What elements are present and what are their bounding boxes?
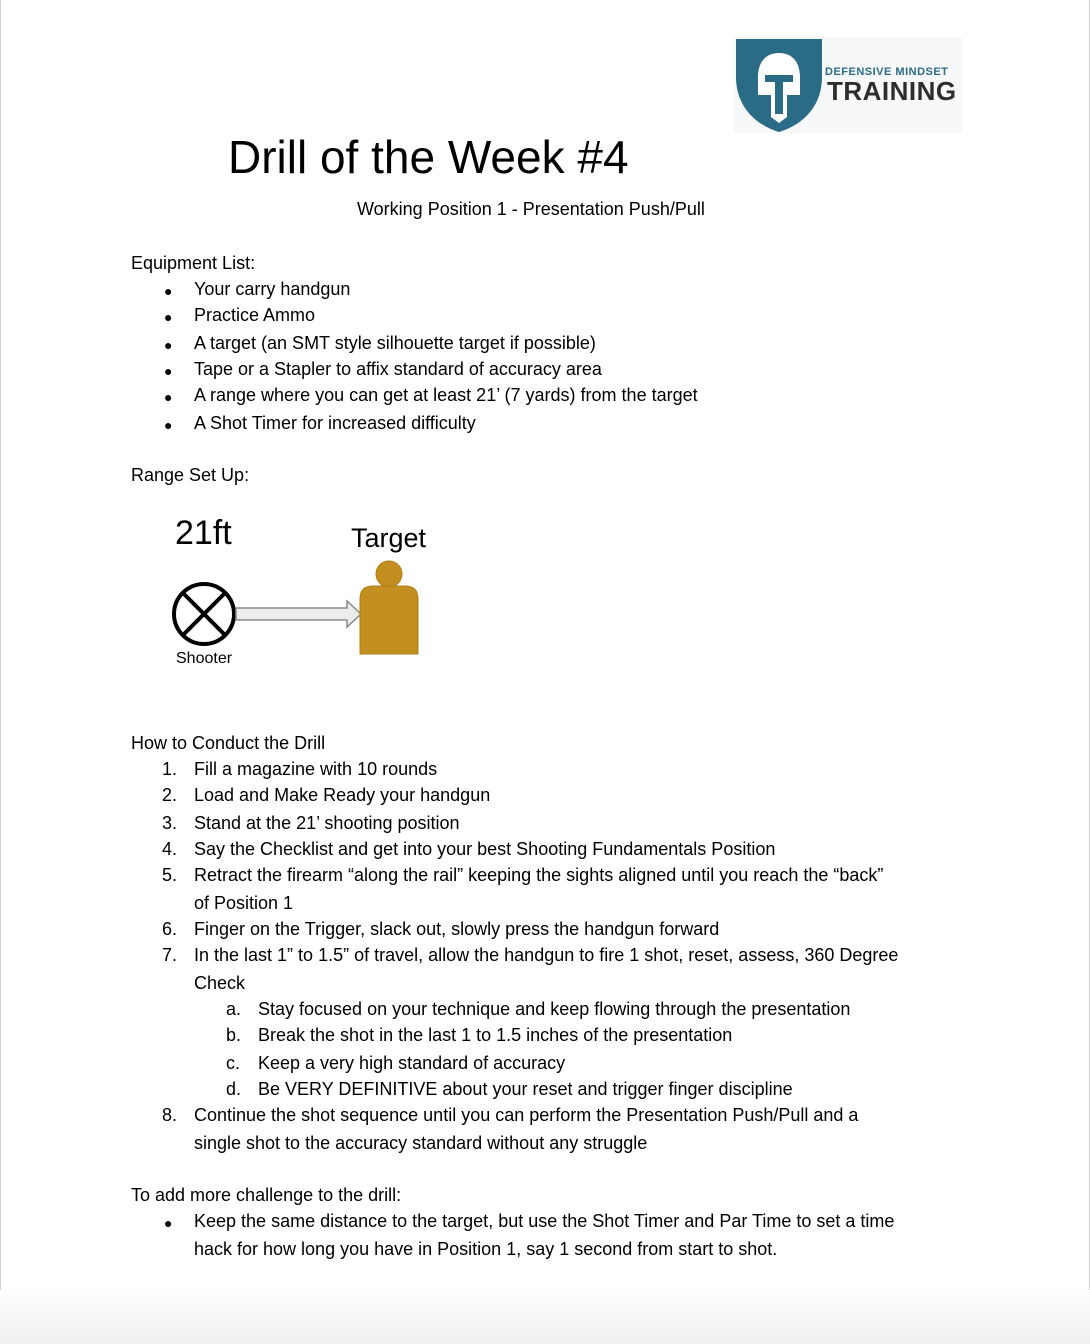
step-text-continued: single shot to the accuracy standard without any struggle xyxy=(194,1133,648,1153)
bullet-icon: ● xyxy=(164,283,173,299)
logo-brand-line: DEFENSIVE MINDSET xyxy=(825,66,949,78)
equipment-item: Your carry handgun xyxy=(194,279,351,299)
substep-letter: a. xyxy=(226,999,242,1019)
page-title: Drill of the Week #4 xyxy=(228,131,629,183)
step-text: Continue the shot sequence until you can perform the Presentation Push/Pull and a xyxy=(194,1105,859,1125)
bullet-icon: ● xyxy=(164,337,173,353)
equipment-item: A target (an SMT style silhouette target if possible) xyxy=(194,333,596,353)
range-diagram xyxy=(161,510,451,680)
bullet-icon: ● xyxy=(164,417,173,433)
equipment-item: Practice Ammo xyxy=(194,305,316,325)
step-text: Fill a magazine with 10 rounds xyxy=(194,759,438,779)
equipment-heading: Equipment List: xyxy=(131,253,256,273)
step-text-continued: Check xyxy=(194,973,246,993)
bullet-icon: ● xyxy=(164,309,173,325)
bullet-icon: ● xyxy=(164,389,173,405)
equipment-item: A range where you can get at least 21’ (7 yards) from the target xyxy=(194,385,698,405)
substep-letter: b. xyxy=(226,1025,242,1045)
step-text: Load and Make Ready your handgun xyxy=(194,785,491,805)
page-bottom-fade xyxy=(0,1290,1090,1344)
distance-label: 21ft xyxy=(175,514,232,552)
step-text-continued: of Position 1 xyxy=(194,893,294,913)
substep-text: Stay focused on your technique and keep flowing through the presentation xyxy=(258,999,851,1019)
challenge-heading: To add more challenge to the drill: xyxy=(131,1185,402,1205)
step-number: 8. xyxy=(162,1105,178,1125)
target-label: Target xyxy=(351,523,427,553)
conduct-heading: How to Conduct the Drill xyxy=(131,733,326,753)
step-number: 7. xyxy=(162,945,178,965)
direction-arrow-icon xyxy=(236,601,361,627)
bullet-icon: ● xyxy=(164,363,173,379)
shooter-icon xyxy=(174,584,234,644)
substep-text: Be VERY DEFINITIVE about your reset and trigger finger discipline xyxy=(258,1079,793,1099)
substep-text: Break the shot in the last 1 to 1.5 inches of the presentation xyxy=(258,1025,733,1045)
page-subtitle: Working Position 1 - Presentation Push/Pull xyxy=(357,199,705,219)
challenge-text: Keep the same distance to the target, but use the Shot Timer and Par Time to set a time xyxy=(194,1211,895,1231)
logo-brand-name: TRAINING xyxy=(827,76,957,106)
step-number: 1. xyxy=(162,759,178,779)
step-number: 4. xyxy=(162,839,178,859)
step-number: 2. xyxy=(162,785,178,805)
range-setup-heading: Range Set Up: xyxy=(131,465,250,485)
step-text: Stand at the 21’ shooting position xyxy=(194,813,460,833)
bullet-icon: ● xyxy=(164,1215,173,1231)
substep-letter: c. xyxy=(226,1053,241,1073)
step-text: Retract the firearm “along the rail” keeping the sights aligned until you reach the “back” xyxy=(194,865,884,885)
step-text: In the last 1” to 1.5” of travel, allow the handgun to fire 1 shot, reset, assess, 360 Degree xyxy=(194,945,899,965)
step-number: 6. xyxy=(162,919,178,939)
target-silhouette-icon xyxy=(360,561,418,654)
equipment-item: Tape or a Stapler to affix standard of accuracy area xyxy=(194,359,602,379)
challenge-text-continued: hack for how long you have in Position 1, say 1 second from start to shot. xyxy=(194,1239,778,1259)
substep-text: Keep a very high standard of accuracy xyxy=(258,1053,566,1073)
substep-letter: d. xyxy=(226,1079,242,1099)
equipment-item: A Shot Timer for increased difficulty xyxy=(194,413,476,433)
step-text: Finger on the Trigger, slack out, slowly press the handgun forward xyxy=(194,919,720,939)
step-number: 5. xyxy=(162,865,178,885)
step-text: Say the Checklist and get into your best Shooting Fundamentals Position xyxy=(194,839,776,859)
step-number: 3. xyxy=(162,813,178,833)
shooter-label: Shooter xyxy=(176,650,233,667)
